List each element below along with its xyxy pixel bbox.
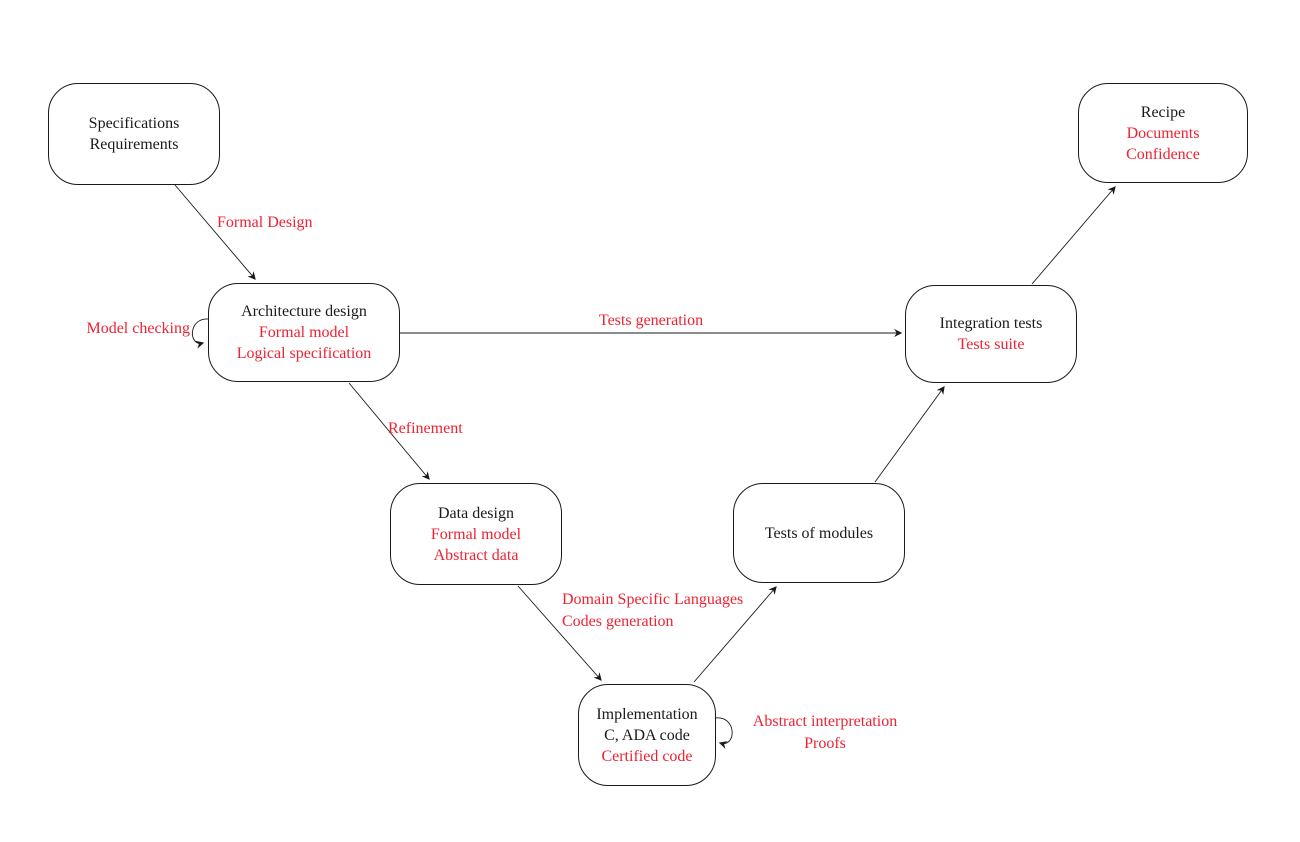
node-architecture-line3: Logical specification <box>236 345 372 362</box>
edge-label-model-checking: Model checking <box>86 320 190 337</box>
node-data-design-line2: Formal model <box>430 525 522 543</box>
node-architecture-design <box>208 283 400 382</box>
node-tests-of-modules-line1: Tests of modules <box>764 524 874 542</box>
node-integration-tests <box>905 285 1077 383</box>
edge-label-abstract-line1: Abstract interpretation <box>752 713 898 730</box>
edge-label-refinement: Refinement <box>388 420 463 437</box>
edge-label-dsl-line1: Domain Specific Languages <box>562 591 744 608</box>
node-recipe-line2: Documents <box>1126 124 1200 142</box>
node-specifications-line1: Specifications <box>88 115 180 132</box>
edge-label-formal-design: Formal Design <box>217 214 313 231</box>
node-recipe <box>1078 83 1248 183</box>
node-architecture-line1: Architecture design <box>241 303 367 320</box>
node-implementation <box>578 684 716 786</box>
node-recipe-line1: Recipe <box>1140 103 1186 121</box>
node-integration-tests-line1: Integration tests <box>939 315 1043 332</box>
node-tests-of-modules <box>733 483 905 583</box>
node-data-design-line1: Data design <box>438 504 514 522</box>
node-recipe-line3: Confidence <box>1126 145 1200 163</box>
self-loop-model-checking <box>192 319 209 343</box>
edge-testmod-to-integ <box>875 387 944 482</box>
node-implementation-line2: C, ADA code <box>604 726 690 744</box>
node-data-design-line3: Abstract data <box>433 546 519 564</box>
node-integration-tests-line2: Tests suite <box>957 336 1025 353</box>
node-data-design <box>390 483 562 585</box>
node-implementation-line1: Implementation <box>596 705 698 723</box>
self-loop-abstract-interpretation <box>715 718 732 744</box>
edge-label-abstract-interpretation <box>735 711 915 755</box>
node-implementation-line3: Certified code <box>601 747 693 765</box>
edge-label-abstract-line2: Proofs <box>804 735 846 752</box>
edge-integ-to-recipe <box>1032 187 1115 284</box>
node-architecture-line2: Formal model <box>258 324 350 341</box>
edge-label-dsl-line2: Codes generation <box>562 613 674 630</box>
edge-label-codes-generation <box>562 589 743 633</box>
edge-label-tests-generation: Tests generation <box>598 312 704 329</box>
node-specifications <box>48 83 220 185</box>
node-specifications-line2: Requirements <box>89 136 179 153</box>
